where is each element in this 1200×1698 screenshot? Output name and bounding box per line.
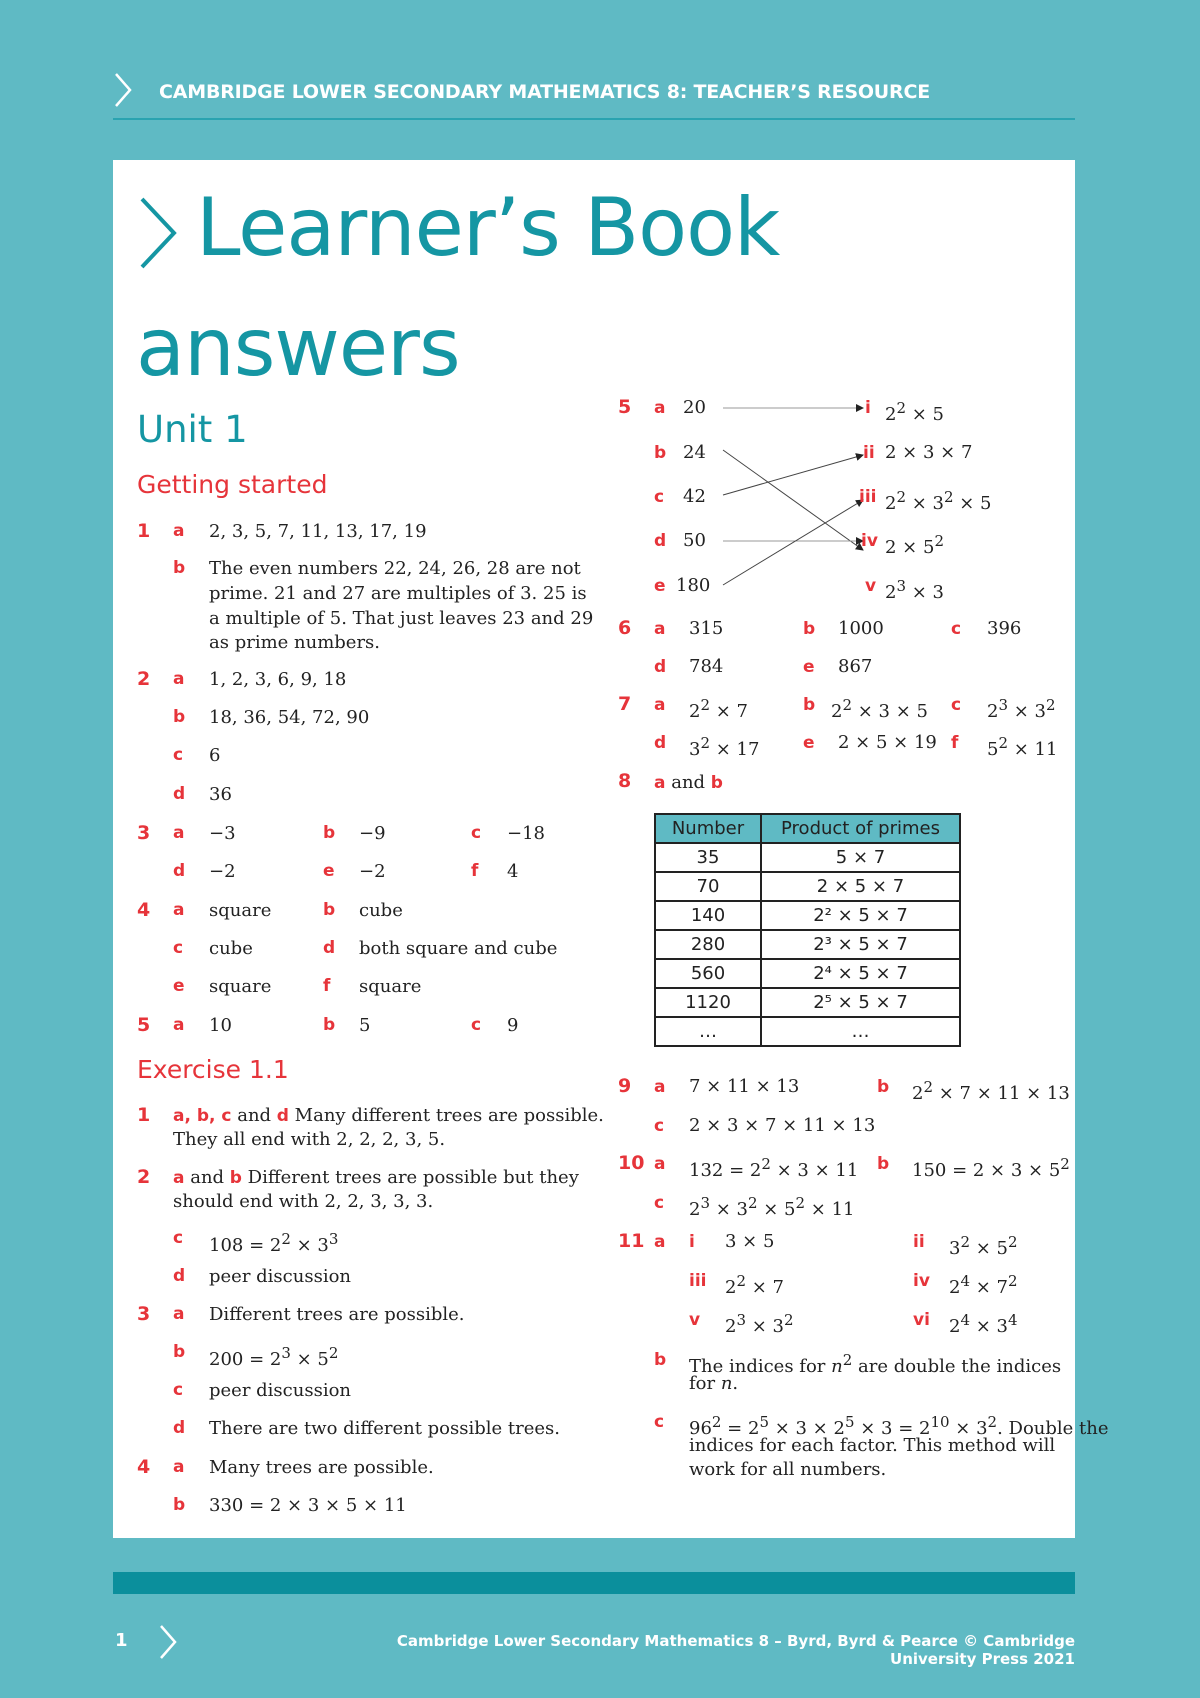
part-label: b <box>173 558 186 578</box>
answer-text: 2 × 5 × 19 <box>838 732 937 753</box>
answer-text: work for all numbers. <box>689 1459 887 1480</box>
part-label: c <box>654 1193 665 1213</box>
text-fragment: × 7 <box>970 1277 1008 1298</box>
answer-text: should end with 2, 2, 3, 3, 3. <box>173 1191 434 1212</box>
text-fragment: 96 <box>689 1418 712 1439</box>
text-fragment: × 3 <box>906 493 944 514</box>
text-fragment: × 5 <box>906 404 944 425</box>
part-label: b <box>803 695 816 715</box>
match-left-value: 24 <box>683 442 706 463</box>
part-label: a <box>654 619 666 639</box>
part-label: e <box>803 733 815 753</box>
answer-text <box>725 1308 794 1339</box>
part-label: c <box>471 1015 482 1035</box>
footer-copyright: Cambridge Lower Secondary Mathematics 8 – Byrd, Byrd & Pearce © Cambridge University Press 2021 <box>396 1632 1075 1668</box>
table-cell: 560 <box>655 959 761 988</box>
text-fragment: are double the indices <box>852 1356 1062 1377</box>
part-label: ii <box>863 443 875 463</box>
part-label: d <box>173 784 186 804</box>
part-label: f <box>471 861 479 881</box>
exponent: 2 <box>1045 696 1056 714</box>
table-row <box>655 872 960 901</box>
part-label: d <box>173 1266 186 1286</box>
match-right-value <box>885 485 992 516</box>
part-label: a <box>173 521 185 541</box>
answer-text: 3 × 5 <box>725 1231 775 1252</box>
exponent: 2 <box>761 1155 771 1173</box>
answer-text: as prime numbers. <box>209 632 381 653</box>
part-label: c <box>173 745 184 765</box>
exponent: 2 <box>998 734 1008 752</box>
exponent: 4 <box>960 1311 970 1329</box>
exponent: 3 <box>896 577 906 595</box>
answer-text: 330 = 2 × 3 × 5 × 11 <box>209 1495 407 1516</box>
answer-text: square <box>359 976 422 997</box>
part-label: e <box>173 976 185 996</box>
match-left-value: 180 <box>676 575 711 596</box>
match-right-value <box>885 574 944 605</box>
exponent: 2 <box>1060 1155 1070 1173</box>
question-number: 11 <box>618 1230 645 1252</box>
text-fragment: × 5 <box>953 493 992 514</box>
table-cell: 2⁵ × 5 × 7 <box>761 988 960 1017</box>
match-right-value <box>885 396 944 427</box>
question-number: 3 <box>137 822 151 844</box>
text-fragment: × 5 <box>970 1238 1008 1259</box>
answer-text <box>209 1227 338 1258</box>
answer-text <box>689 1372 738 1396</box>
answer-text: both square and cube <box>359 938 558 959</box>
exponent: 2 <box>736 1272 746 1290</box>
variable: n <box>720 1373 733 1394</box>
exponent: 2 <box>711 1413 722 1431</box>
match-arrow <box>723 455 863 495</box>
text-fragment: and <box>665 772 711 793</box>
answer-text: prime. 21 and 27 are multiples of 3. 25 is <box>209 583 587 604</box>
exponent: 2 <box>842 1351 853 1369</box>
answer-text: 784 <box>689 656 724 677</box>
text-fragment: × 3 × 5 <box>852 701 928 722</box>
part-label: b <box>323 823 336 843</box>
part-label: b <box>654 443 667 463</box>
question-number: 5 <box>618 396 632 418</box>
exponent: 2 <box>1007 1233 1018 1251</box>
answer-text: indices for each factor. This method will <box>689 1435 1056 1456</box>
part-label: d <box>276 1106 289 1126</box>
question-number: 9 <box>618 1075 632 1097</box>
part-label: a <box>173 1168 185 1188</box>
part-label: c <box>173 938 184 958</box>
answer-text: 2, 3, 5, 7, 11, 13, 17, 19 <box>209 521 427 542</box>
answer-text <box>173 1166 579 1190</box>
exponent: 2 <box>795 1194 806 1212</box>
answer-text <box>689 1191 855 1222</box>
text-fragment: × 7 × 11 × 13 <box>933 1083 1070 1104</box>
part-label: a, b, c <box>173 1106 232 1126</box>
answer-text <box>949 1308 1018 1339</box>
part-label: c <box>951 619 962 639</box>
column-header: Product of primes <box>761 814 960 843</box>
part-label: a <box>654 1154 666 1174</box>
answer-text: 396 <box>987 618 1022 639</box>
answer-text <box>689 1152 858 1183</box>
part-label: b <box>173 707 186 727</box>
text-fragment: 2 <box>949 1316 961 1337</box>
table-cell: 2⁴ × 5 × 7 <box>761 959 960 988</box>
answer-text: −9 <box>359 823 386 844</box>
answer-text: −18 <box>507 823 545 844</box>
answer-text: 9 <box>507 1015 519 1036</box>
answer-text: square <box>209 976 272 997</box>
part-label: c <box>471 823 482 843</box>
answer-text <box>689 1348 1061 1379</box>
match-left-value: 50 <box>683 530 706 551</box>
part-label: iv <box>861 531 878 551</box>
answer-text <box>912 1075 1070 1106</box>
text-fragment: Different trees are possible but they <box>241 1167 579 1188</box>
part-label: b <box>173 1495 186 1515</box>
part-label: iii <box>859 487 877 507</box>
answer-text: a multiple of 5. That just leaves 23 and 29 <box>209 608 594 629</box>
answer-text <box>689 693 748 724</box>
table-cell: 140 <box>655 901 761 930</box>
part-label: v <box>689 1310 701 1330</box>
match-left-value: 20 <box>683 397 706 418</box>
table-header-row <box>655 814 960 843</box>
table-cell: 2 × 5 × 7 <box>761 872 960 901</box>
text-fragment: × 17 <box>710 739 760 760</box>
text-fragment: 132 = 2 <box>689 1160 762 1181</box>
part-label: c <box>173 1228 184 1248</box>
exponent: 2 <box>700 696 710 714</box>
part-label: a <box>173 1015 185 1035</box>
text-fragment: × 3 <box>290 1235 329 1256</box>
part-label: a <box>173 823 185 843</box>
answer-text <box>831 693 928 724</box>
page-number: 1 <box>115 1630 128 1651</box>
text-fragment: × 3 <box>710 1199 748 1220</box>
answer-text: square <box>209 900 272 921</box>
text-fragment: 2 <box>885 404 897 425</box>
exponent: 2 <box>896 488 906 506</box>
question-number: 7 <box>618 693 632 715</box>
text-fragment: Many different trees are possible. <box>288 1105 604 1126</box>
part-label: f <box>323 976 331 996</box>
text-fragment: × 11 <box>1008 739 1058 760</box>
answer-text <box>949 1269 1018 1300</box>
matching-arrows <box>703 390 873 600</box>
exponent: 3 <box>998 696 1008 714</box>
part-label: c <box>654 487 665 507</box>
page-title-line2: answers <box>136 301 460 394</box>
answer-text <box>949 1230 1018 1261</box>
exponent: 2 <box>281 1230 291 1248</box>
section-heading-getting-started: Getting started <box>137 470 328 499</box>
part-label: a <box>654 773 666 793</box>
part-label: ii <box>913 1232 925 1252</box>
question-number: 3 <box>137 1303 151 1325</box>
answer-text: −3 <box>209 823 236 844</box>
text-fragment: 2 <box>885 582 897 603</box>
question-number: 5 <box>137 1014 151 1036</box>
answer-text: There are two different possible trees. <box>209 1418 561 1439</box>
table-cell: … <box>761 1017 960 1046</box>
answer-text <box>173 1104 604 1128</box>
exponent: 2 <box>960 1233 970 1251</box>
exponent: 3 <box>281 1344 291 1362</box>
part-label: b <box>877 1077 890 1097</box>
chevron-right-icon <box>113 72 133 108</box>
question-number: 6 <box>618 617 632 639</box>
page-content <box>113 160 1109 1538</box>
answer-text: 867 <box>838 656 873 677</box>
part-label: d <box>654 531 667 551</box>
exponent: 2 <box>328 1344 339 1362</box>
part-label: a <box>654 1232 666 1252</box>
exponent: 2 <box>943 488 954 506</box>
part-label: d <box>654 733 667 753</box>
exponent: 2 <box>1007 1272 1018 1290</box>
answer-text: Different trees are possible. <box>209 1304 465 1325</box>
text-fragment: 2 <box>949 1277 961 1298</box>
question-number: 2 <box>137 1166 151 1188</box>
section-heading-exercise: Exercise 1.1 <box>137 1055 289 1084</box>
exponent: 2 <box>987 1413 998 1431</box>
table-cell: 5 × 7 <box>761 843 960 872</box>
variable: n <box>831 1356 843 1377</box>
text-fragment: 5 <box>987 739 999 760</box>
match-arrow <box>723 500 863 585</box>
text-fragment: × 3 <box>746 1316 784 1337</box>
exponent: 4 <box>960 1272 970 1290</box>
text-fragment: and <box>184 1167 230 1188</box>
text-fragment: 150 = 2 × 3 × 5 <box>912 1160 1061 1181</box>
answer-text: cube <box>209 938 253 959</box>
text-fragment: = 2 <box>721 1418 760 1439</box>
table-row <box>655 1017 960 1046</box>
question-number: 8 <box>618 770 632 792</box>
table-cell: 35 <box>655 843 761 872</box>
part-label: i <box>689 1232 695 1252</box>
part-label: b <box>323 1015 336 1035</box>
part-label: c <box>654 1412 665 1432</box>
table-cell: 280 <box>655 930 761 959</box>
text-fragment: × 3 = 2 <box>854 1418 931 1439</box>
table-cell: 1120 <box>655 988 761 1017</box>
answer-text <box>209 1341 338 1372</box>
part-label: e <box>654 576 666 596</box>
table-row <box>655 930 960 959</box>
answer-text: 6 <box>209 745 221 766</box>
prime-products-table <box>654 813 961 1047</box>
footer-band <box>113 1572 1075 1594</box>
text-fragment: 2 × 5 <box>885 537 935 558</box>
answer-text: 36 <box>209 784 232 805</box>
part-label: a <box>173 1457 185 1477</box>
part-label: vi <box>913 1310 930 1330</box>
table-row <box>655 959 960 988</box>
answer-text <box>689 731 759 762</box>
text-fragment: and <box>231 1105 277 1126</box>
part-label: c <box>173 1380 184 1400</box>
text-fragment: . <box>732 1373 739 1394</box>
match-right-value <box>885 529 944 560</box>
text-fragment: × 3 <box>906 582 944 603</box>
answer-text <box>987 731 1057 762</box>
exponent: 5 <box>844 1413 855 1431</box>
text-fragment: 2 <box>912 1083 924 1104</box>
text-fragment: 2 <box>689 701 701 722</box>
question-number: 10 <box>618 1152 645 1174</box>
answer-text: −2 <box>359 861 386 882</box>
exponent: 2 <box>747 1194 758 1212</box>
answer-text <box>654 771 723 795</box>
match-right-value: 2 × 3 × 7 <box>885 442 973 463</box>
part-label: a <box>173 900 185 920</box>
part-label: d <box>173 861 186 881</box>
table-cell: 70 <box>655 872 761 901</box>
unit-heading: Unit 1 <box>137 408 248 451</box>
match-left-value: 42 <box>683 486 706 507</box>
part-label: b <box>229 1168 242 1188</box>
text-fragment: × 3 <box>949 1418 988 1439</box>
part-label: iv <box>913 1271 930 1291</box>
text-fragment: 2 <box>725 1316 737 1337</box>
question-number: 4 <box>137 899 151 921</box>
text-fragment: 108 = 2 <box>209 1235 282 1256</box>
table-row <box>655 901 960 930</box>
table-cell: 2² × 5 × 7 <box>761 901 960 930</box>
exponent: 2 <box>934 532 944 550</box>
text-fragment: 2 <box>725 1277 737 1298</box>
question-number: 1 <box>137 520 151 542</box>
part-label: b <box>654 1350 667 1370</box>
part-label: b <box>877 1154 890 1174</box>
part-label: a <box>173 669 185 689</box>
text-fragment: The indices for <box>689 1356 832 1377</box>
exponent: 3 <box>328 1230 339 1248</box>
page-title-line1: Learner’s Book <box>196 181 780 274</box>
part-label: iii <box>689 1271 707 1291</box>
answer-text <box>725 1269 784 1300</box>
text-fragment: 2 <box>689 1199 701 1220</box>
column-header: Number <box>655 814 761 843</box>
answer-text: cube <box>359 900 403 921</box>
question-number: 1 <box>137 1104 151 1126</box>
answer-text: 1, 2, 3, 6, 9, 18 <box>209 669 347 690</box>
text-fragment: 2 <box>987 701 999 722</box>
text-fragment: 200 = 2 <box>209 1349 282 1370</box>
answer-text: 315 <box>689 618 724 639</box>
part-label: c <box>951 695 962 715</box>
text-fragment: 2 <box>831 701 843 722</box>
answer-text: 1000 <box>838 618 884 639</box>
table-row <box>655 988 960 1017</box>
answer-text: 4 <box>507 861 519 882</box>
exponent: 2 <box>842 696 852 714</box>
part-label: a <box>654 1077 666 1097</box>
text-fragment: × 7 <box>746 1277 784 1298</box>
table-cell: 2³ × 5 × 7 <box>761 930 960 959</box>
exponent: 4 <box>1007 1311 1018 1329</box>
text-fragment: × 3 × 2 <box>768 1418 845 1439</box>
answer-text: 18, 36, 54, 72, 90 <box>209 707 370 728</box>
answer-text: −2 <box>209 861 236 882</box>
part-label: a <box>654 695 666 715</box>
part-label: e <box>323 861 335 881</box>
part-label: c <box>654 1116 665 1136</box>
answer-text: The even numbers 22, 24, 26, 28 are not <box>209 558 581 579</box>
text-fragment: . Double the <box>997 1418 1109 1439</box>
page-title <box>136 168 1036 408</box>
chevron-right-icon <box>136 195 196 271</box>
answer-text: Many trees are possible. <box>209 1457 434 1478</box>
part-label: b <box>173 1342 186 1362</box>
answer-text <box>987 693 1056 724</box>
question-number: 4 <box>137 1456 151 1478</box>
answer-text: peer discussion <box>209 1266 352 1287</box>
part-label: d <box>654 657 667 677</box>
chevron-right-icon <box>158 1624 178 1660</box>
table-row <box>655 843 960 872</box>
exponent: 5 <box>759 1413 769 1431</box>
text-fragment: 3 <box>949 1238 961 1259</box>
text-fragment: × 3 <box>1008 701 1046 722</box>
text-fragment: × 3 × 11 <box>770 1160 859 1181</box>
exponent: 2 <box>923 1078 933 1096</box>
part-label: a <box>173 1304 185 1324</box>
part-label: f <box>951 733 959 753</box>
text-fragment: for <box>689 1373 721 1394</box>
answer-text: 7 × 11 × 13 <box>689 1076 800 1097</box>
running-header <box>113 72 1075 120</box>
text-fragment: 2 <box>885 493 897 514</box>
answer-text: They all end with 2, 2, 2, 3, 5. <box>173 1129 446 1150</box>
match-arrow <box>723 450 863 550</box>
answer-text: 5 <box>359 1015 371 1036</box>
part-label: b <box>803 619 816 639</box>
exponent: 3 <box>736 1311 746 1329</box>
answer-text: 2 × 3 × 7 × 11 × 13 <box>689 1115 876 1136</box>
part-label: v <box>865 576 877 596</box>
question-number: 2 <box>137 668 151 690</box>
exponent: 10 <box>930 1413 950 1431</box>
part-label: d <box>323 938 336 958</box>
exponent: 2 <box>783 1311 794 1329</box>
text-fragment: × 5 <box>757 1199 796 1220</box>
text-fragment: × 7 <box>710 701 748 722</box>
answer-text <box>912 1152 1070 1183</box>
text-fragment: × 5 <box>290 1349 329 1370</box>
part-label: b <box>710 773 723 793</box>
part-label: a <box>654 398 666 418</box>
exponent: 3 <box>700 1194 710 1212</box>
answer-text: peer discussion <box>209 1380 352 1401</box>
part-label: d <box>173 1418 186 1438</box>
text-fragment: × 3 <box>970 1316 1008 1337</box>
text-fragment: 3 <box>689 739 701 760</box>
part-label: b <box>323 900 336 920</box>
part-label: i <box>865 398 871 418</box>
part-label: e <box>803 657 815 677</box>
exponent: 2 <box>700 734 710 752</box>
exponent: 2 <box>896 399 906 417</box>
text-fragment: × 11 <box>805 1199 855 1220</box>
header-title: CAMBRIDGE LOWER SECONDARY MATHEMATICS 8: TEACHER’S RESOURCE <box>159 81 930 103</box>
answer-text: 10 <box>209 1015 232 1036</box>
table-cell: … <box>655 1017 761 1046</box>
